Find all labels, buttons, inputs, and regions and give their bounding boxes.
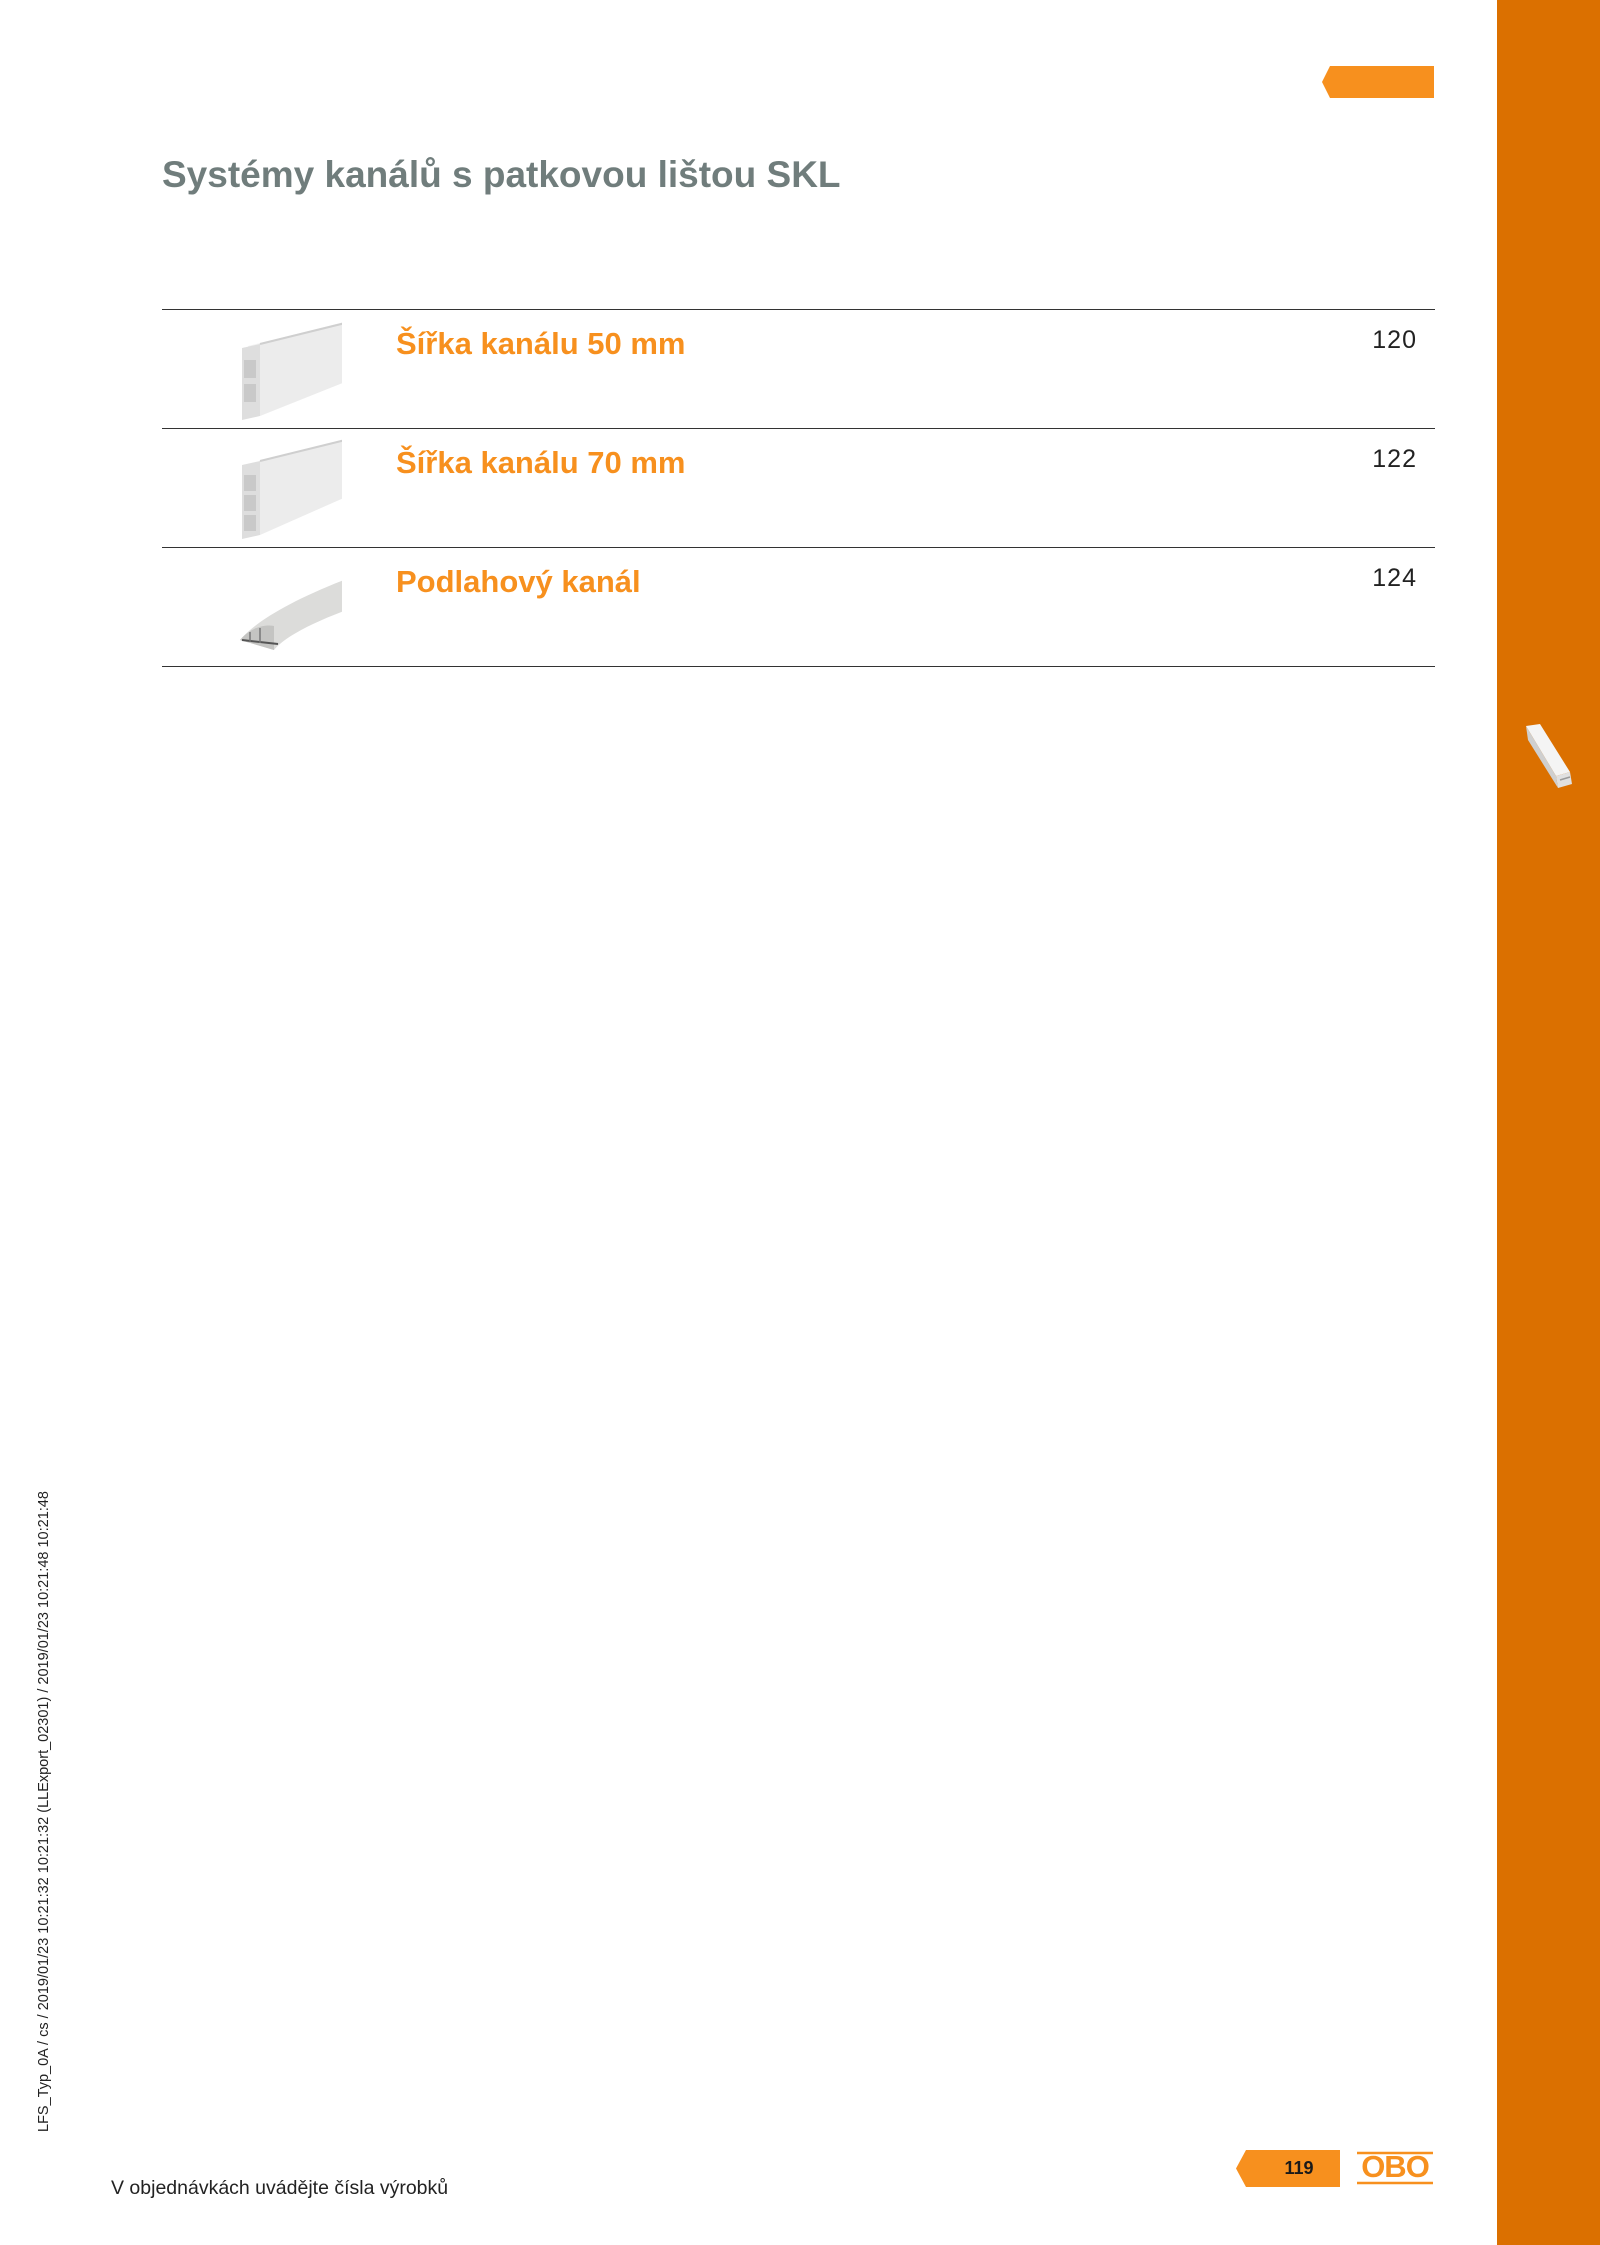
logo-text: OBO bbox=[1361, 2149, 1429, 2184]
duct-icon bbox=[1520, 722, 1576, 794]
footer-note: V objednávkách uvádějte čísla výrobků bbox=[111, 2177, 449, 2199]
floor-duct-icon bbox=[202, 554, 342, 658]
toc-page-number: 122 bbox=[1372, 445, 1417, 473]
toc-row[interactable] bbox=[162, 309, 1435, 428]
section-tab bbox=[1322, 66, 1434, 98]
page-number: 119 bbox=[1284, 2158, 1314, 2178]
toc-page-number: 120 bbox=[1372, 326, 1417, 354]
toc-row[interactable] bbox=[162, 547, 1435, 667]
toc-label: Šířka kanálu 70 mm bbox=[396, 445, 686, 480]
table-of-contents bbox=[162, 309, 1435, 667]
side-bar bbox=[1497, 0, 1600, 2245]
toc-label: Podlahový kanál bbox=[396, 564, 641, 599]
duct-70mm-icon bbox=[202, 435, 342, 539]
toc-label: Šířka kanálu 50 mm bbox=[396, 326, 686, 361]
print-metadata: LFS_Typ_0A / cs / 2019/01/23 10:21:32 10:21:32 (LLExport_02301) / 2019/01/23 10:21:48 10:21:48 bbox=[36, 1491, 52, 2132]
toc-page-number: 124 bbox=[1372, 564, 1417, 592]
toc-row[interactable] bbox=[162, 428, 1435, 547]
duct-50mm-icon bbox=[202, 316, 342, 420]
page-title: Systémy kanálů s patkovou lištou SKL bbox=[162, 154, 841, 195]
